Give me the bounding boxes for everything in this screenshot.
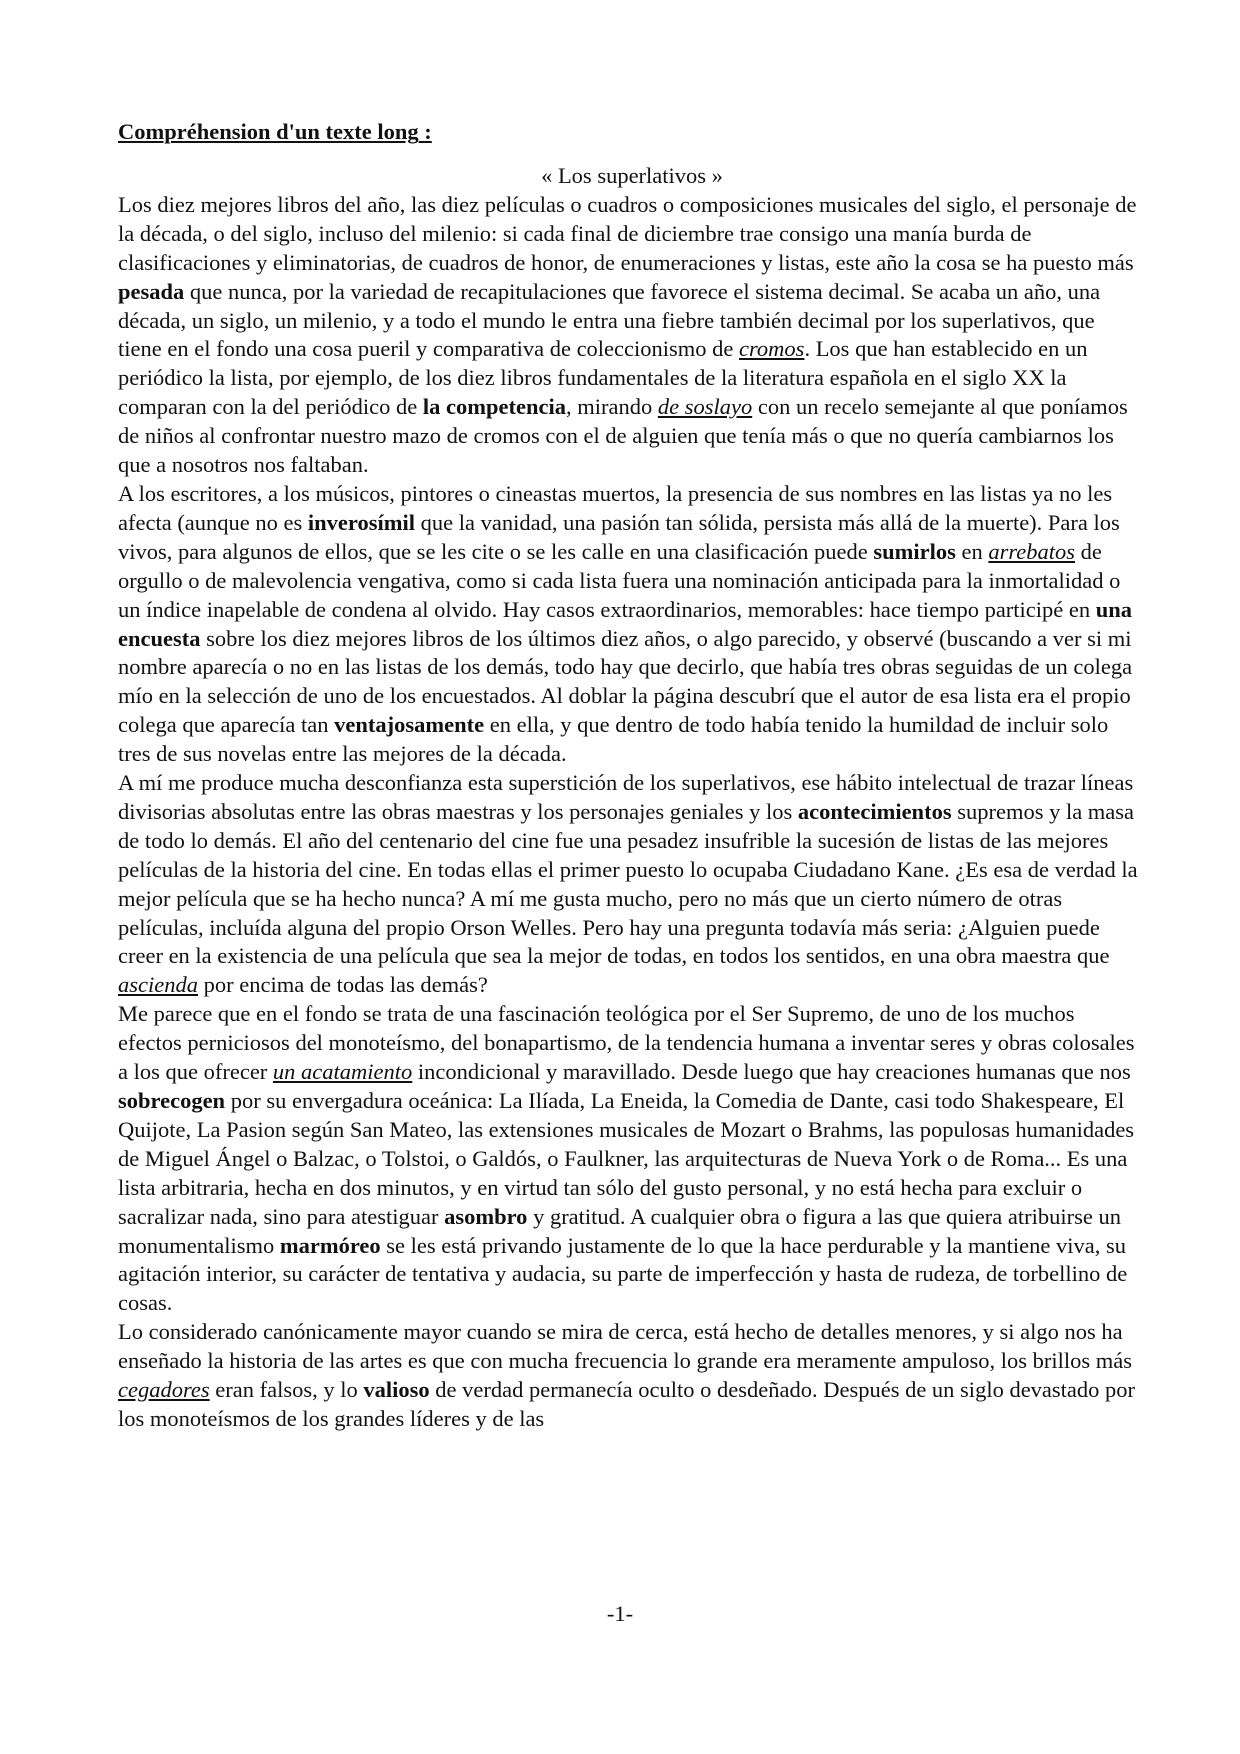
paragraph-text: A los escritores, a los músicos, pintores o cineastas muertos, la presencia de sus nombres en las listas ya no les afecta (aunque no es xyxy=(118,480,1113,535)
paragraph-text: por encima de todas las demás? xyxy=(197,972,488,998)
bold-term: una encuesta xyxy=(118,596,1133,651)
paragraph-text: . Los que han establecido en un periódico la lista, por ejemplo, de los diez libros fundamentales de la literatura española en el siglo XX la comparan con la del periódico de xyxy=(118,336,1088,420)
paragraph-text: por su envergadura oceánica: La Ilíada, La Eneida, la Comedia de Dante, casi todo Shakespeare, El Quijote, La Pasion según San Mateo, las extensiones musicales de Mozart o Brahms, las populosas humanidades de Miguel Ángel o Balzac, o Tolstoi, o Galdós, o Faulkner, las arquitecturas de Nueva York o de Roma... Es una lista arbitraria, hecha en dos minutos, y en virtud tan sólo del gusto personal, y no está hecha para excluir o sacralizar nada, sino para atestiguar xyxy=(118,1088,1135,1229)
bold-term: inverosímil xyxy=(307,509,415,535)
paragraph-text: incondicional y maravillado. Desde luego que hay creaciones humanas que nos xyxy=(412,1059,1131,1085)
bold-term: pesada xyxy=(118,278,185,304)
paragraph-5 xyxy=(118,1318,1138,1434)
paragraph-text: Lo considerado canónicamente mayor cuando se mira de cerca, está hecho de detalles menores, y si algo nos ha enseñado la historia de las artes es que con mucha frecuencia lo grande era meramente ampuloso, los brillos más xyxy=(118,1319,1133,1374)
paragraph-text: y gratitud. A cualquier obra o figura a las que quiera atribuirse un monumentalismo xyxy=(118,1203,1121,1258)
heading-suffix: : xyxy=(418,119,432,144)
paragraph-text: de orgullo o de malevolencia vengativa, como si cada lista fuera una nominación anticipada para la inmortalidad o un índice inapelable de condena al olvido. Hay casos extraordinarios, memorables: hace tiempo participé en xyxy=(118,538,1121,622)
paragraph-text: A mí me produce mucha desconfianza esta superstición de los superlativos, ese hábito intelectual de trazar líneas divisorias absolutas entre las obras maestras y los personajes geniales y los xyxy=(118,770,1134,824)
paragraph-2 xyxy=(118,480,1138,769)
paragraph-text: Los diez mejores libros del año, las diez películas o cuadros o composiciones musicales del siglo, el personaje de la década, o del siglo, incluso del milenio: si cada final de diciembre trae consigo una manía burda de clasificaciones y eliminatorias, de cuadros de honor, de enumeraciones y listas, este año la cosa se ha puesto más xyxy=(118,191,1137,275)
paragraph-4 xyxy=(118,1000,1138,1318)
bold-term: valioso xyxy=(363,1377,430,1403)
underlined-term: arrebatos xyxy=(988,538,1076,564)
paragraph-text: que nunca, por la variedad de recapitulaciones que favorece el sistema decimal. Se acaba un año, una década, un siglo, un milenio, y a todo el mundo le entra una fiebre también decimal por los superlativos, que tiene en el fondo una cosa pueril y comparativa de coleccionismo de xyxy=(118,278,1101,362)
paragraph-text: sobre los diez mejores libros de los últimos diez años, o algo parecido, y observé (buscando a ver si mi nombre aparecía o no en las listas de los demás, todo hay que decirlo, que había tres obras seguidas de un colega mío en la selección de uno de los encuestados. Al doblar la página descubrí que el autor de esa lista era el propio colega que aparecía tan xyxy=(118,625,1133,738)
paragraph-text: se les está privando justamente de lo que la hace perdurable y la mantiene viva, su agitación interior, su carácter de tentativa y audacia, su parte de imperfección y hasta de rudeza, de torbellino de cosas. xyxy=(118,1232,1128,1316)
document-heading xyxy=(118,118,1138,146)
paragraph-text: Me parece que en el fondo se trata de una fascinación teológica por el Ser Supremo, de uno de los muchos efectos perniciosos del monoteísmo, del bonapartismo, de la tendencia humana a inventar seres y obras colosales a los que ofrecer xyxy=(118,1001,1135,1085)
paragraph-text: en xyxy=(955,538,989,564)
bold-term: ventajosamente xyxy=(334,712,485,738)
paragraph-text: que la vanidad, una pasión tan sólida, persista más allá de la muerte). Para los vivos, para algunos de ellos, que se les cite o se les calle en una clasificación puede xyxy=(118,509,1120,564)
bold-term: marmóreo xyxy=(279,1232,381,1258)
paragraph-text: eran falsos, y lo xyxy=(209,1377,364,1403)
underlined-term: ascienda xyxy=(118,972,198,998)
paragraph-text: supremos y la masa de todo lo demás. El año del centenario del cine fue una pesadez insufrible la sucesión de listas de las mejores películas de la historia del cine. En todas ellas el primer puesto lo ocupaba Ciudadano Kane. ¿Es esa de verdad la mejor película que se ha hecho nunca? A mí me gusta mucho, pero no más que un cierto número de otras películas, incluída alguna del propio Orson Welles. Pero hay una pregunta todavía más seria: ¿Alguien puede creer en la existencia de una película que sea la mejor de todas, en todos los sentidos, en una obra maestra que xyxy=(118,798,1138,969)
underlined-term: de soslayo xyxy=(657,394,753,420)
bold-term: acontecimientos xyxy=(797,798,952,824)
underlined-term: cegadores xyxy=(118,1377,210,1403)
bold-term: asombro xyxy=(444,1203,528,1229)
bold-term: la competencia xyxy=(422,394,566,420)
paragraph-text: en ella, y que dentro de todo había tenido la humildad de incluir solo tres de sus novelas entre las mejores de la década. xyxy=(118,712,1109,767)
bold-term: sumirlos xyxy=(873,538,956,564)
paragraph-text: , mirando xyxy=(565,394,658,420)
paragraph-3 xyxy=(118,769,1138,1000)
paragraph-text: con un recelo semejante al que poníamos de niños al confrontar nuestro mazo de cromos con el de alguien que tenía más o que no quería cambiarnos los que a nosotros nos faltaban. xyxy=(118,394,1128,478)
paragraph-1 xyxy=(118,191,1138,480)
document-page xyxy=(118,118,1138,1434)
paragraph-text: de verdad permanecía oculto o desdeñado. Después de un siglo devastado por los monoteísmos de los grandes líderes y de las xyxy=(118,1377,1136,1431)
page-number: -1- xyxy=(606,1601,634,1626)
text-title: « Los superlativos » xyxy=(541,163,723,188)
underlined-term: cromos xyxy=(739,336,805,362)
heading-text: Compréhension d'un texte long xyxy=(118,119,419,144)
underlined-term: un acatamiento xyxy=(272,1059,413,1085)
bold-term: sobrecogen xyxy=(118,1088,226,1113)
